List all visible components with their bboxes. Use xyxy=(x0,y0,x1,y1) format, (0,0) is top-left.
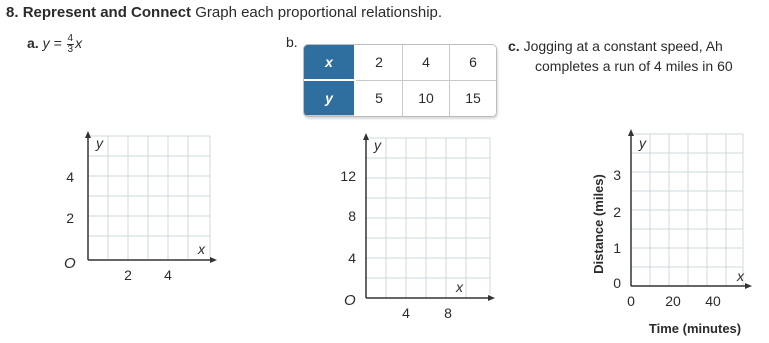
x-tick-label: 40 xyxy=(705,293,721,309)
problem-number: 8. xyxy=(6,4,19,21)
part-c-text xyxy=(508,36,733,76)
table-cell: 5 xyxy=(355,80,403,116)
x-tick-label: 4 xyxy=(164,267,172,283)
part-c-letter: c. xyxy=(508,38,520,54)
origin-label: 0 xyxy=(613,275,621,291)
y-axis-label: y xyxy=(374,137,381,153)
x-axis-label: x xyxy=(456,279,463,295)
x-axis-arrow-icon xyxy=(745,283,752,289)
graph-b-grid xyxy=(366,138,490,298)
equation-variable: x xyxy=(75,35,83,52)
equation-lhs: y = xyxy=(42,35,62,52)
table-header-x: x xyxy=(304,45,355,80)
y-axis-title: Distance (miles) xyxy=(591,174,606,274)
fraction-numerator: 4 xyxy=(67,33,74,44)
table-cell: 6 xyxy=(450,45,497,80)
table-row-x xyxy=(304,45,496,80)
table-cell: 2 xyxy=(355,45,403,80)
y-tick-label: 4 xyxy=(66,169,74,185)
x-axis-arrow-icon xyxy=(210,257,217,263)
x-axis-title: Time (minutes) xyxy=(648,321,742,336)
graph-a[interactable] xyxy=(50,130,222,290)
y-axis-label: y xyxy=(96,135,103,151)
graph-c[interactable] xyxy=(585,128,769,340)
y-axis-arrow-icon xyxy=(85,131,91,138)
table-cell: 15 xyxy=(450,80,497,116)
y-tick-label: 4 xyxy=(348,250,356,266)
y-axis-label: y xyxy=(639,135,646,151)
y-tick-label: 8 xyxy=(348,208,356,224)
x-tick-label: 20 xyxy=(665,293,681,309)
x-axis-arrow-icon xyxy=(488,295,495,301)
x-tick-label: 2 xyxy=(124,267,132,283)
x-axis-label: x xyxy=(737,268,744,284)
problem-title: Represent and Connect xyxy=(22,4,192,21)
x-tick-label: 4 xyxy=(402,305,410,321)
y-axis-arrow-icon xyxy=(628,129,634,136)
fraction-denominator: 3 xyxy=(67,44,74,55)
equation-fraction xyxy=(67,34,75,55)
y-tick-label: 1 xyxy=(613,240,621,256)
graph-a-grid xyxy=(88,136,210,260)
part-a-letter: a. xyxy=(27,35,39,52)
table-header-y: y xyxy=(304,80,355,116)
y-tick-label: 2 xyxy=(66,210,74,226)
y-tick-label: 3 xyxy=(613,167,621,183)
part-c-line-2: completes a run of 4 miles in 60 xyxy=(535,58,733,74)
x-tick-label: 0 xyxy=(627,293,635,309)
y-tick-label: 12 xyxy=(340,168,356,184)
problem-instruction: Graph each proportional relationship. xyxy=(195,4,443,21)
part-a-equation xyxy=(27,34,82,55)
graph-c-grid xyxy=(631,134,743,286)
table-row-y xyxy=(304,80,496,116)
x-tick-label: 8 xyxy=(444,305,452,321)
part-c-line-1 xyxy=(508,36,733,56)
y-tick-label: 2 xyxy=(613,204,621,220)
origin-label: O xyxy=(64,255,76,272)
y-axis-arrow-icon xyxy=(363,133,369,140)
table-cell: 4 xyxy=(403,45,450,80)
part-c-sentence-1: Jogging at a constant speed, Ah xyxy=(523,38,723,54)
graph-b[interactable] xyxy=(330,132,500,324)
problem-heading xyxy=(6,4,442,21)
table-cell: 10 xyxy=(403,80,450,116)
x-axis-label: x xyxy=(198,241,205,257)
part-b-letter: b. xyxy=(286,34,298,50)
part-b-table xyxy=(303,44,497,117)
origin-label: O xyxy=(344,292,356,309)
